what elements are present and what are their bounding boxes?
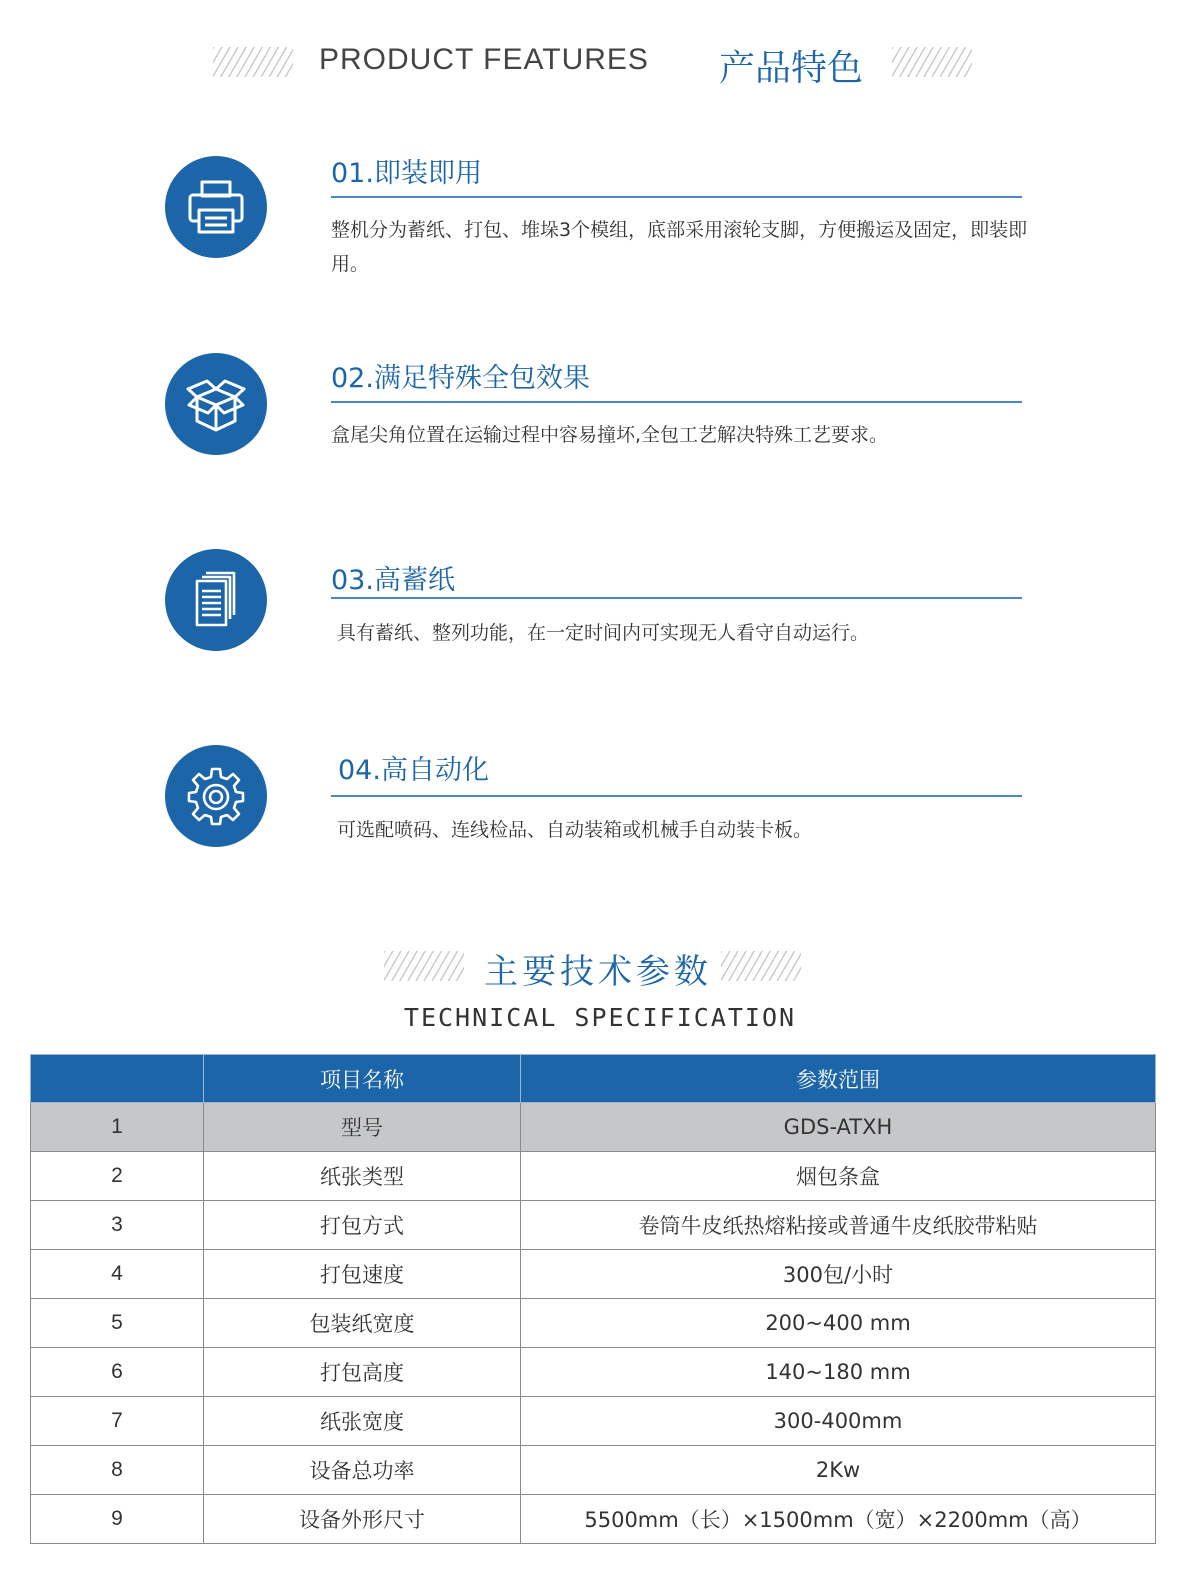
table-row [31, 1495, 1156, 1544]
row-value: 300-400mm [521, 1397, 1156, 1446]
column-header-value: 参数范围 [521, 1055, 1156, 1103]
row-value: 卷筒牛皮纸热熔粘接或普通牛皮纸胶带粘贴 [521, 1201, 1156, 1250]
feature-description: 可选配喷码、连线检品、自动装箱或机械手自动装卡板。 [337, 819, 813, 841]
table-row [31, 1397, 1156, 1446]
row-index: 1 [31, 1103, 204, 1152]
row-index: 2 [31, 1152, 204, 1201]
row-name: 打包速度 [204, 1250, 521, 1299]
row-index: 8 [31, 1446, 204, 1495]
decorative-hatch-right [721, 951, 801, 981]
row-name: 打包高度 [204, 1348, 521, 1397]
table-row [31, 1152, 1156, 1201]
feature-title: 01.即装即用 [331, 158, 482, 189]
row-name: 纸张宽度 [204, 1397, 521, 1446]
spec-title-en: TECHNICAL SPECIFICATION [403, 1003, 797, 1032]
row-name: 设备外形尺寸 [204, 1495, 521, 1544]
row-value: 5500mm（长）×1500mm（宽）×2200mm（高） [521, 1495, 1156, 1544]
feature-divider [331, 401, 1022, 403]
row-name: 包装纸宽度 [204, 1299, 521, 1348]
table-row [31, 1446, 1156, 1495]
printer-icon [165, 156, 267, 258]
row-value: 200~400 mm [521, 1299, 1156, 1348]
row-index: 3 [31, 1201, 204, 1250]
feature-title: 02.满足特殊全包效果 [331, 363, 590, 394]
row-value: GDS-ATXH [521, 1103, 1156, 1152]
feature-description: 具有蓄纸、整列功能，在一定时间内可实现无人看守自动运行。 [337, 622, 870, 644]
gear-icon [165, 745, 267, 847]
row-index: 9 [31, 1495, 204, 1544]
row-value: 2Kw [521, 1446, 1156, 1495]
feature-divider [331, 795, 1022, 797]
table-row [31, 1103, 1156, 1152]
row-name: 打包方式 [204, 1201, 521, 1250]
column-header-index [31, 1055, 204, 1103]
table-row [31, 1250, 1156, 1299]
feature-description: 盒尾尖角位置在运输过程中容易撞坏,全包工艺解决特殊工艺要求。 [331, 424, 889, 446]
row-index: 5 [31, 1299, 204, 1348]
section-title-cn: 产品特色 [719, 48, 864, 89]
feature-divider [331, 597, 1022, 599]
spec-title-cn: 主要技术参数 [484, 952, 712, 992]
feature-description: 整机分为蓄纸、打包、堆垛3个模组，底部采用滚轮支脚，方便搬运及固定，即装即用。 [331, 219, 1028, 275]
row-value: 300包/小时 [521, 1250, 1156, 1299]
feature-divider [331, 196, 1022, 198]
document-stack-icon [165, 549, 267, 651]
column-header-name: 项目名称 [204, 1055, 521, 1103]
row-name: 设备总功率 [204, 1446, 521, 1495]
spec-table [30, 1054, 1156, 1544]
row-index: 6 [31, 1348, 204, 1397]
spec-table-header [31, 1055, 1156, 1103]
section-title-en: PRODUCT FEATURES [319, 43, 649, 76]
row-index: 4 [31, 1250, 204, 1299]
table-row [31, 1348, 1156, 1397]
decorative-hatch-left [384, 951, 464, 981]
box-icon [165, 353, 267, 455]
row-index: 7 [31, 1397, 204, 1446]
row-name: 型号 [204, 1103, 521, 1152]
table-row [31, 1299, 1156, 1348]
table-row [31, 1201, 1156, 1250]
row-value: 烟包条盒 [521, 1152, 1156, 1201]
feature-title: 04.高自动化 [338, 755, 489, 786]
row-name: 纸张类型 [204, 1152, 521, 1201]
row-value: 140~180 mm [521, 1348, 1156, 1397]
feature-title: 03.高蓄纸 [331, 565, 455, 596]
